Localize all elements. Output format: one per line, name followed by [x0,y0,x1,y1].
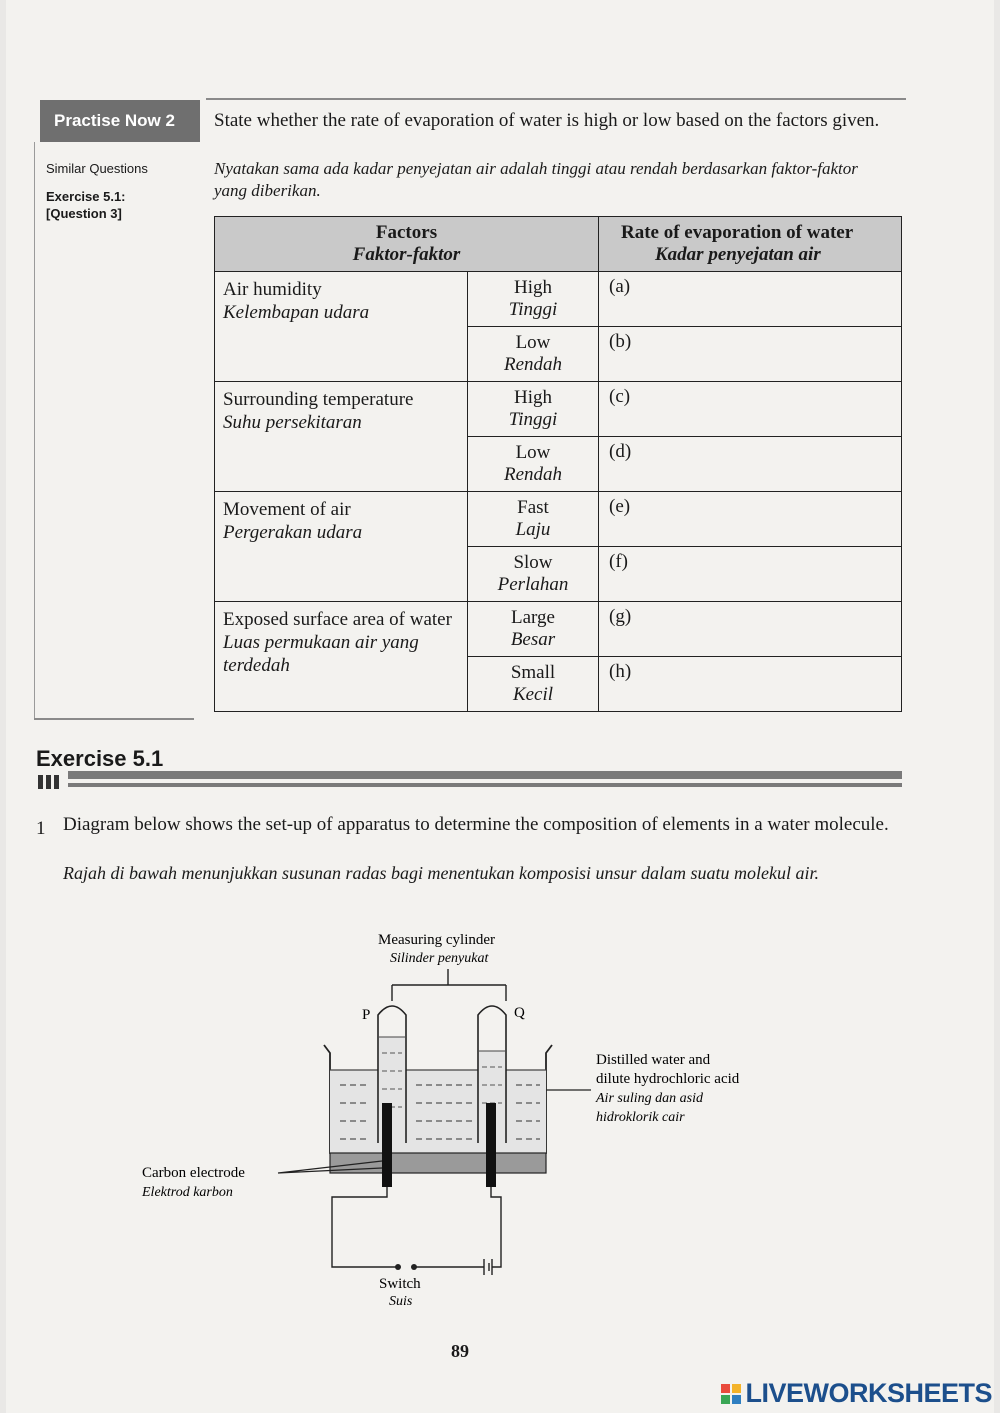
level-ms: Kecil [512,684,554,705]
level-cell [468,492,599,547]
liveworksheets-logo [721,1378,992,1409]
answer-cell-e[interactable] [599,492,902,547]
side-bottom-rule [34,718,194,720]
switch-label-ms: Suis [389,1294,413,1309]
answer-label: (c) [609,386,631,407]
instruction-ms: Nyatakan sama ada kadar penyejatan air adalah tinggi atau rendah berdasarkan faktor-faktor yang diberikan. [214,159,858,200]
factors-header-en: Factors [375,222,438,243]
electrolysis-diagram [126,925,806,1315]
brand-name: LIVEWORKSHEETS [745,1378,992,1408]
carbon-electrode-p [382,1103,392,1187]
factor-ms: Pergerakan udara [223,522,363,543]
level-en: Low [515,442,551,463]
page-number: 89 [451,1341,469,1361]
rate-header-ms: Kadar penyejatan air [655,244,821,265]
answer-input-e[interactable] [609,518,893,542]
answer-cell-c[interactable] [599,382,902,437]
exercise-title: Exercise 5.1 [36,746,164,771]
table-row [215,272,902,327]
factor-en: Air humidity [223,279,322,300]
exercise-ref: Exercise 5.1: [46,189,126,204]
answer-input-b[interactable] [609,353,893,377]
answer-label: (g) [609,606,632,627]
level-ms: Laju [515,519,551,540]
label-q: Q [514,1005,525,1021]
answer-label: (f) [609,551,628,572]
level-ms: Besar [510,629,556,650]
factor-cell [215,272,468,382]
level-en: Small [510,662,556,683]
factors-table [214,216,902,712]
answer-cell-b[interactable] [599,327,902,382]
instruction-en: State whether the rate of evaporation of water is high or low based on the factors given. [214,110,880,131]
level-cell [468,657,599,712]
table-row [215,492,902,547]
exercise-ticks [38,775,62,794]
brand-squares-icon [721,1384,741,1404]
answer-label: (h) [609,661,632,682]
answer-cell-h[interactable] [599,657,902,712]
level-en: Fast [517,497,549,518]
answer-input-d[interactable] [609,463,893,487]
cylinder-label-ms: Silinder penyukat [390,951,489,966]
water-label-en-2: dilute hydrochloric acid [596,1071,740,1087]
factor-cell [215,492,468,602]
level-cell [468,272,599,327]
question-text-en: Diagram below shows the set-up of apparatus to determine the composition of elements in a water molecule. [63,814,889,835]
switch-icon [395,1264,417,1270]
level-en: Low [515,332,551,353]
table-header-row [215,217,902,272]
cylinder-pointer [392,969,506,1001]
answer-cell-g[interactable] [599,602,902,657]
circuit-wire [332,1187,501,1267]
factors-header [215,217,599,272]
electrode-label-en: Carbon electrode [142,1165,245,1181]
level-cell [468,547,599,602]
water-label-en-1: Distilled water and [596,1052,711,1068]
factor-en: Exposed surface area of water [223,609,452,630]
level-ms: Tinggi [508,409,558,430]
factor-cell [215,602,468,712]
factor-ms: Luas permukaan air yang terdedah [223,632,419,676]
table-row [215,602,902,657]
electrode-label-ms: Elektrod karbon [142,1185,233,1200]
side-rule [34,142,35,720]
answer-label: (e) [609,496,631,517]
answer-label: (a) [609,276,631,297]
answer-input-c[interactable] [609,408,893,432]
water-label-ms-1: Air suling dan asid [596,1091,703,1106]
factor-en: Surrounding temperature [223,389,414,410]
factor-en: Movement of air [223,499,351,520]
question-text-ms: Rajah di bawah menunjukkan susunan radas bagi menentukan komposisi unsur dalam suatu molekul air. [63,863,819,883]
answer-input-f[interactable] [609,573,893,597]
battery-icon [484,1259,492,1275]
header-rule [206,98,906,100]
answer-input-g[interactable] [609,628,893,652]
switch-label-en: Switch [379,1276,421,1292]
question-number: 1 [36,818,46,839]
level-en: High [514,387,552,408]
factor-ms: Suhu persekitaran [223,412,362,433]
rate-header-en: Rate of evaporation of water [621,222,854,243]
question-ref: [Question 3] [46,206,122,221]
level-en: Slow [513,552,553,573]
level-cell [468,437,599,492]
water-body [330,1070,546,1153]
answer-cell-f[interactable] [599,547,902,602]
level-en: High [514,277,552,298]
water-label-ms-2: hidroklorik cair [596,1110,685,1125]
level-en: Large [511,607,555,628]
answer-input-a[interactable] [609,298,893,322]
level-cell [468,382,599,437]
level-ms: Perlahan [497,574,569,595]
answer-cell-a[interactable] [599,272,902,327]
answer-cell-d[interactable] [599,437,902,492]
level-ms: Rendah [503,354,563,375]
factors-header-ms: Faktor-faktor [352,244,461,265]
level-ms: Rendah [503,464,563,485]
rate-header [599,217,902,272]
level-cell [468,602,599,657]
label-p: P [362,1007,371,1023]
carbon-electrode-q [486,1103,496,1187]
factor-cell [215,382,468,492]
level-ms: Tinggi [508,299,558,320]
cylinder-label-en: Measuring cylinder [378,932,496,948]
answer-input-h[interactable] [609,683,893,707]
practise-now-badge: Practise Now 2 [40,100,200,142]
factor-ms: Kelembapan udara [223,302,370,323]
level-cell [468,327,599,382]
answer-label: (b) [609,331,632,352]
exercise-bar-stripe [68,779,902,783]
answer-label: (d) [609,441,632,462]
similar-questions-label: Similar Questions [46,161,148,176]
table-row [215,382,902,437]
worksheet-page [6,0,994,1413]
